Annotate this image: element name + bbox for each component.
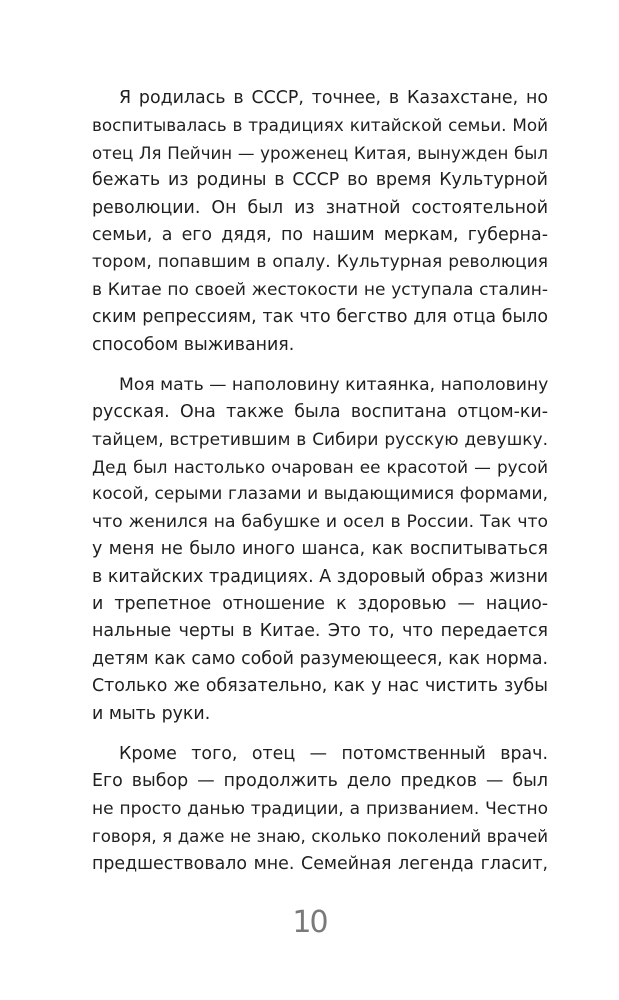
text-line: Столько же обязательно, как у нас чистить зубы [92,676,548,697]
text-line: ским репрессиям, так что бегство для отца было [92,307,548,328]
text-line: и трепетное отношение к здоровью — нацио- [92,594,548,615]
text-line: бежать из родины в СССР во время Культурной [92,170,548,191]
text-line: и мыть руки. [92,703,211,724]
text-line: предшествовало мне. Семейная легенда гласит, [92,853,548,874]
text-line: революции. Он был из знатной состоятельной [92,197,548,218]
text-line: Дед был настолько очарован ее красотой — русой [92,457,548,478]
text-line: косой, серыми глазами и выдающимися формами, [92,484,548,505]
text-line: тором, попавшим в опалу. Культурная революция [92,252,548,273]
text-line: в китайских традициях. А здоровый образ жизни [92,566,548,587]
text-line: Кроме того, отец — потомственный врач. [119,743,548,764]
text-line: детям как само собой разумеющееся, как норма. [92,648,548,669]
text-line: в Китае по своей жестокости не уступала сталин- [92,279,548,300]
text-line: способом выживания. [92,334,295,355]
paragraph-3 [92,741,548,878]
page-number: 10 [292,905,327,940]
paragraph-2 [92,372,548,728]
text-line: у меня не было иного шанса, как воспитываться [92,539,548,560]
text-line: Моя мать — наполовину китаянка, наполовину [119,374,549,395]
text-line: Его выбор — продолжить дело предков — был [92,771,548,792]
text-line: нальные черты в Китае. Это то, что передается [92,621,548,642]
text-line: не просто данью традиции, а призванием. Честно [92,798,548,819]
text-line: воспитывалась в традициях китайской семьи. Мой [92,115,548,136]
text-line: семьи, а его дядя, по нашим меркам, губерна- [92,224,548,245]
text-line: Я родилась в СССР, точнее, в Казахстане, но [119,88,548,108]
text-line: что женился на бабушке и осел в России. Так что [92,511,548,532]
paragraph-1 [92,85,548,359]
text-line: говоря, я даже не знаю, сколько поколений врачей [92,827,548,847]
text-line: отец Ля Пейчин — уроженец Китая, вынужден был [92,143,548,163]
text-line: русская. Она также была воспитана отцом-ки- [92,402,548,423]
text-line: тайцем, встретившим в Сибири русскую девушку. [92,429,548,450]
body-text [92,85,548,878]
